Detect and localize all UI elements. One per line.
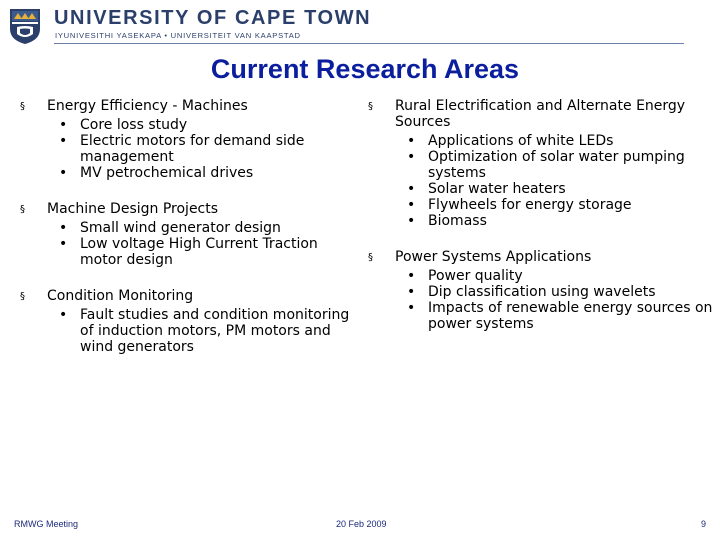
section-energy-efficiency: [20, 98, 350, 181]
list-item: • Optimization of solar water pumping systems: [395, 149, 713, 181]
square-bullet-icon: §: [368, 101, 373, 112]
section-machine-design: [20, 201, 350, 268]
footer-date: 20 Feb 2009: [336, 519, 387, 529]
list-item: • Power quality: [395, 268, 713, 284]
university-crest-icon: [8, 7, 42, 45]
item-list: [395, 268, 713, 332]
item-list: [395, 133, 713, 229]
square-bullet-icon: §: [20, 291, 25, 302]
slide-title: Current Research Areas: [210, 54, 520, 84]
item-list: [47, 220, 350, 268]
section-title: Power Systems Applications: [395, 249, 592, 265]
footer-meeting: RMWG Meeting: [14, 519, 79, 529]
header: [0, 0, 720, 50]
square-bullet-icon: §: [20, 101, 25, 112]
list-item: • Fault studies and condition monitoring of induction motors, PM motors and wind generators: [47, 307, 350, 355]
section-title: Energy Efficiency - Machines: [47, 98, 248, 114]
item-list: [47, 117, 350, 181]
left-column: [20, 98, 350, 355]
list-item: • Small wind generator design: [47, 220, 350, 236]
list-item: • Flywheels for energy storage: [395, 197, 713, 213]
list-item: • Low voltage High Current Traction motor design: [47, 236, 350, 268]
list-item: • Dip classification using wavelets: [395, 284, 713, 300]
section-title: Machine Design Projects: [47, 201, 219, 217]
list-item: • Solar water heaters: [395, 181, 713, 197]
right-column: [368, 98, 713, 332]
section-title: Rural Electrification and Alternate Energy Sources: [395, 98, 686, 130]
section-title: Condition Monitoring: [47, 288, 194, 304]
square-bullet-icon: §: [368, 252, 373, 263]
list-item: • Applications of white LEDs: [395, 133, 713, 149]
list-item: • Electric motors for demand side management: [47, 133, 350, 165]
page-number: 9: [701, 519, 707, 529]
list-item: • MV petrochemical drives: [47, 165, 350, 181]
item-list: [47, 307, 350, 355]
section-condition-monitoring: [20, 288, 350, 355]
section-power-systems: [368, 249, 713, 332]
university-name: UNIVERSITY OF CAPE TOWN: [54, 7, 372, 29]
university-subtitle: IYUNIVESITHI YASEKAPA • UNIVERSITEIT VAN KAAPSTAD: [55, 31, 301, 40]
list-item: • Impacts of renewable energy sources on power systems: [395, 300, 713, 332]
list-item: • Core loss study: [47, 117, 350, 133]
section-rural-electrification: [368, 98, 713, 229]
square-bullet-icon: §: [20, 204, 25, 215]
list-item: • Biomass: [395, 213, 713, 229]
header-divider: [54, 43, 684, 44]
